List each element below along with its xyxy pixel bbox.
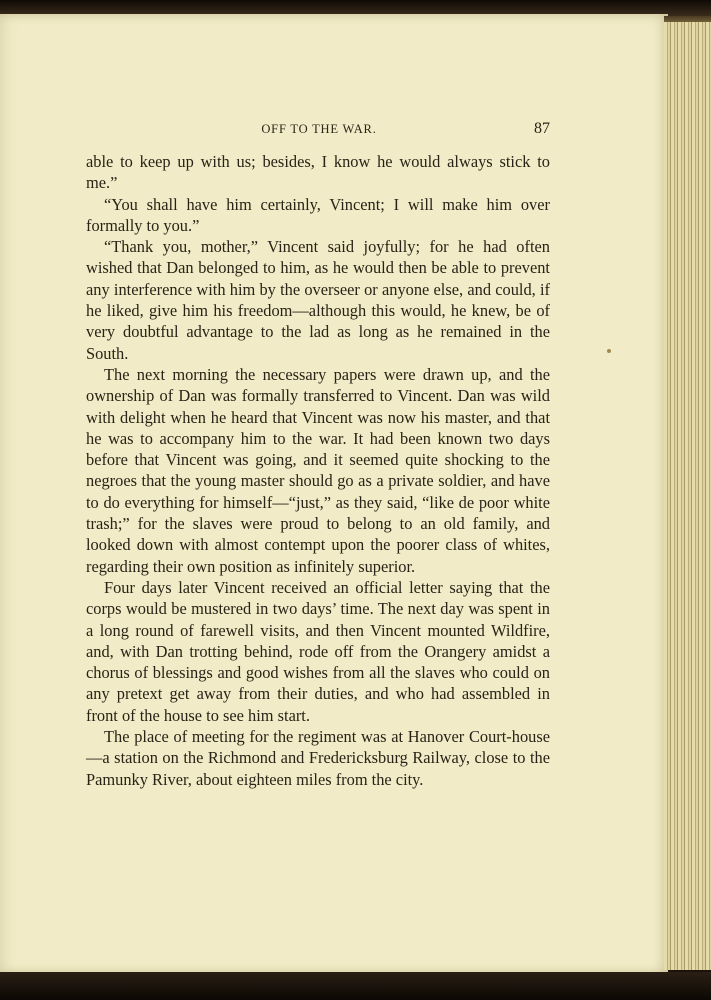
margin-speck	[607, 349, 611, 353]
paragraph-5: Four days later Vincent received an official letter saying that the corps would be mustered in two days’ time. The next day was spent in a long round of farewell visits, and then Vincent mounted Wildfire, and, with Dan trotting behind, rode off from the Orangery amidst a chorus of blessings and good wishes from all the slaves who could on any pretext get away from their duties, and who had assembled in front of the house to see him start.	[86, 577, 550, 725]
body-text	[86, 151, 550, 790]
paragraph-2: “You shall have him certainly, Vincent; I will make him over formally to you.”	[86, 194, 550, 235]
bottom-shadow	[0, 972, 711, 1000]
running-head	[88, 118, 550, 140]
page-edges	[664, 22, 711, 970]
paragraph-6: The place of meeting for the regiment was at Hanover Court-house—a station on the Richmond and Fredericksburg Railway, close to the Pamunky River, about eighteen miles from the city.	[86, 727, 550, 789]
paragraph-4: The next morning the necessary papers were drawn up, and the ownership of Dan was formally transferred to Vincent. Dan was wild with delight when he heard that Vincent was now his master, and that he was to accompany him to the war. It had been known two days before that Vincent was going, and it seemed quite shocking to the negroes that the young master should go as a private soldier, and have to do everything for himself—“just,” as they said, “like de poor white trash;” for the slaves were proud to belong to an old family, and looked down with almost contempt upon the poorer class of whites, regarding their own position as infinitely superior.	[86, 364, 550, 576]
running-title: OFF TO THE WAR.	[261, 122, 377, 136]
page-number: 87	[534, 120, 550, 137]
paragraph-1: able to keep up with us; besides, I know he would always stick to me.”	[86, 152, 550, 193]
paragraph-3: “Thank you, mother,” Vincent said joyfully; for he had often wished that Dan belonged to him, as he would then be able to prevent any interference with him by the overseer or anyone else, and could, if he liked, give him his freedom—although this would, he knew, be of very doubtful advantage to the lad as long as he remained in the South.	[86, 237, 550, 363]
